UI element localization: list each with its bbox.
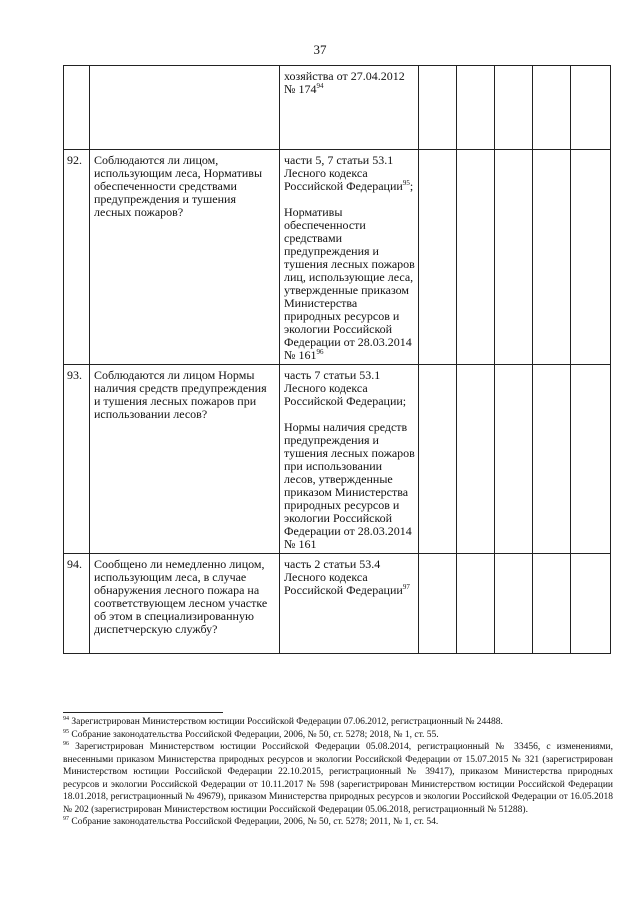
requisite-text: часть 2 статьи 53.4 Лесного кодекса Российской Федерации$^{97}$: [284, 557, 410, 597]
footnote-ref: 94: [316, 82, 324, 90]
footnote-ref: 95: [402, 179, 410, 187]
requisites-cell: [280, 66, 419, 150]
row-number: 92.: [64, 150, 90, 365]
question-cell: Соблюдаются ли лицом, использующим леса, Нормативы обеспеченности средствами предупреждения и тушения лесных пожаров?: [90, 150, 280, 365]
row-number: 94.: [64, 554, 90, 654]
footnote-ref: 97: [402, 583, 410, 591]
answer-cell: [571, 554, 611, 654]
answer-cell: [419, 554, 457, 654]
footnote: $^{95}$ Собрание законодательства Российской Федерации, 2006, № 50, ст. 5278; 2018, № 1, ст. 55.: [63, 728, 439, 740]
answer-cell: [419, 66, 457, 150]
footnote: $^{97}$ Собрание законодательства Российской Федерации, 2006, № 50, ст. 5278; 2011, № 1, ст. 54.: [63, 815, 439, 827]
footnote-ref: 96: [316, 348, 324, 356]
answer-cell: [533, 150, 571, 365]
footnote-number: 95: [63, 728, 69, 735]
footnotes: [63, 716, 613, 829]
checklist-table: [63, 65, 611, 654]
footnote-number: 96: [63, 740, 69, 747]
answer-cell: [533, 365, 571, 554]
answer-cell: [495, 66, 533, 150]
requisite-text: Нормативы обеспеченности средствами предупреждения и тушения лесных пожаров лиц, использующие леса, утвержденные приказом Министерства природных ресурсов и экологии Российской Федерации от 28.03.2014 № $161^{96}$: [284, 205, 415, 362]
table-row: [64, 365, 611, 554]
footnote-number: 94: [63, 715, 69, 722]
row-number: [64, 66, 90, 150]
requisite-text: части 5, 7 статьи 53.1 Лесного кодекса Российской Федерации$^{95}$;: [284, 153, 414, 193]
table-row: [64, 66, 611, 150]
answer-cell: [533, 66, 571, 150]
answer-cell: [571, 365, 611, 554]
answer-cell: [419, 365, 457, 554]
answer-cell: [495, 150, 533, 365]
question-cell: [90, 66, 280, 150]
page-number: 37: [313, 42, 327, 57]
answer-cell: [495, 365, 533, 554]
answer-cell: [571, 66, 611, 150]
requisite-text: Нормы наличия средств предупреждения и тушения лесных пожаров при использовании лесов, утвержденные приказом Министерства природных ресурсов и экологии Российской Федерации от 28.03.2014 № 161: [284, 420, 415, 551]
question-cell: Соблюдаются ли лицом Нормы наличия средств предупреждения и тушения лесных пожаров при использовании лесов?: [90, 365, 280, 554]
answer-cell: [457, 365, 495, 554]
footnote-separator: [63, 712, 223, 713]
answer-cell: [419, 150, 457, 365]
answer-cell: [457, 66, 495, 150]
requisites-cell: [280, 554, 419, 654]
question-cell: Сообщено ли немедленно лицом, использующим леса, в случае обнаружения лесного пожара на соответствующем лесном участке об этом в специализированную диспетчерскую службу?: [90, 554, 280, 654]
answer-cell: [495, 554, 533, 654]
row-number: 93.: [64, 365, 90, 554]
requisite-text: часть 7 статьи 53.1 Лесного кодекса Российской Федерации;: [284, 368, 407, 408]
answer-cell: [457, 554, 495, 654]
table-row: [64, 150, 611, 365]
footnote: $^{94}$ Зарегистрирован Министерством юстиции Российской Федерации 07.06.2012, регистрационный № 24488.: [63, 715, 503, 727]
footnote: $^{96}$ Зарегистрирован Министерством юстиции Российской Федерации 05.08.2014, регистрационный № 33456, с изменениями, внесенными приказом Министерства природных ресурсов и экологии Российской Федерации от 15.07.2015 № 321 (зарегистрирован Министерством юстиции Российской Федерации 22.10.2015, регистрационный № 39417), приказом Министерства природных ресурсов и экологии Российской Федерации от 10.11.2017 № 598 (зарегистрирован Министерством юстиции Российской Федерации 18.01.2018, регистрационный № 49679), приказом Министерства природных ресурсов и экологии Российской Федерации от 16.05.2018 № 202 (зарегистрирован Министерством юстиции Российской Федерации 05.06.2018, регистрационный № 51288).: [63, 740, 613, 815]
table-row: [64, 554, 611, 654]
answer-cell: [457, 150, 495, 365]
requisites-cell: [280, 150, 419, 365]
answer-cell: [571, 150, 611, 365]
footnote-number: 97: [63, 815, 69, 822]
requisite-text: хозяйства от 27.04.2012 № $174^{94}$: [284, 69, 405, 96]
answer-cell: [533, 554, 571, 654]
requisites-cell: [280, 365, 419, 554]
